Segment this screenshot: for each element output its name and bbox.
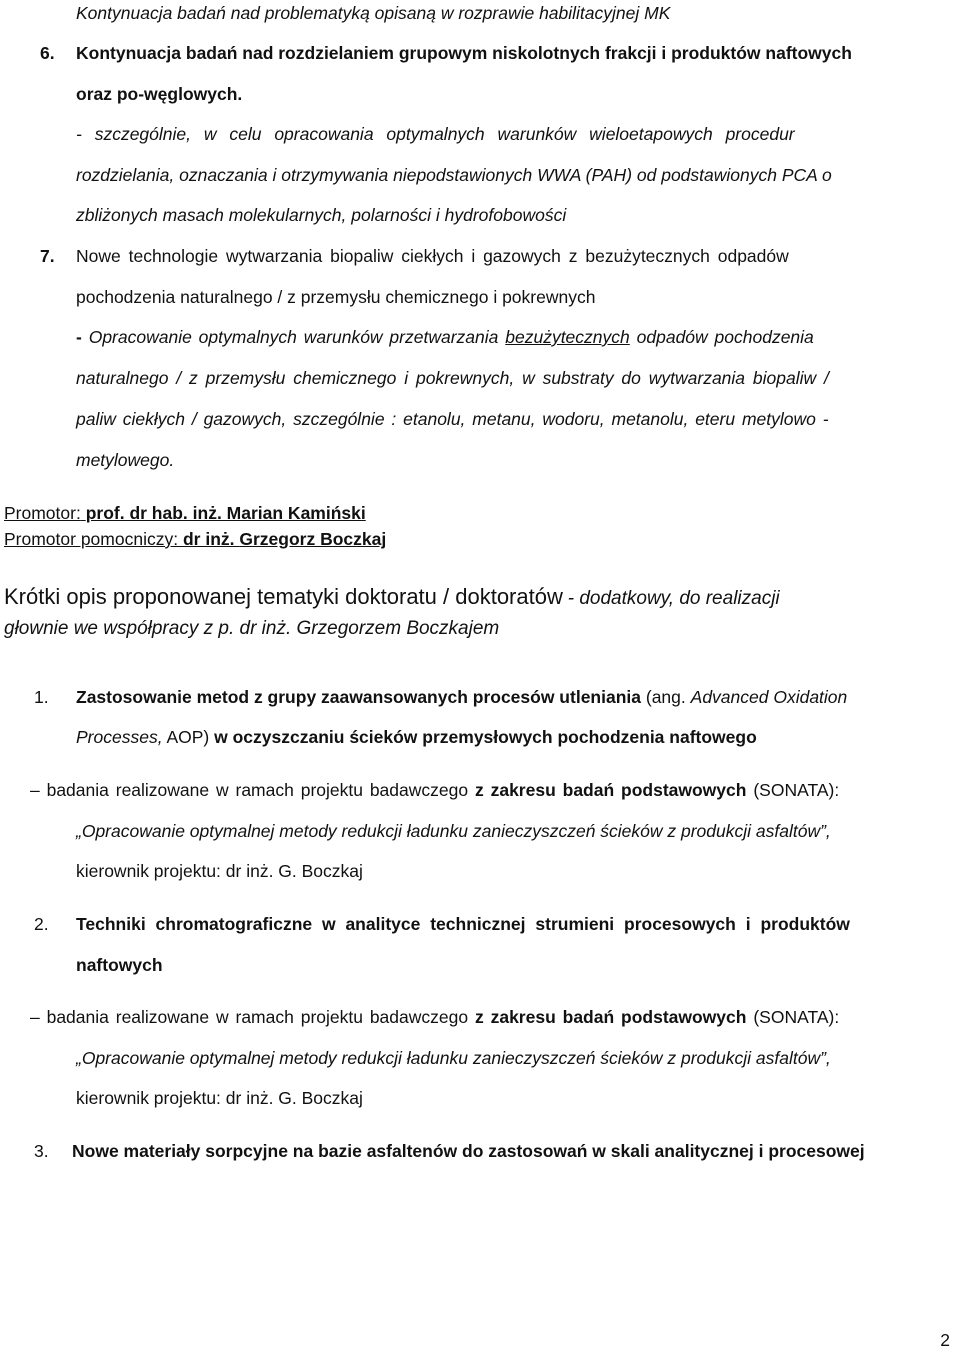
item7-detail-text1b: odpadów pochodzenia [636,327,814,347]
item7-title-line2: pochodzenia naturalnego / z przemysłu chemicznego i pokrewnych [76,287,596,307]
s1-title-italic: Advanced Oxidation [690,687,848,707]
s1-title-ang: (ang. [645,687,686,707]
s2-detail-b: z zakresu badań podstawowych [474,1007,747,1027]
s2-quote: „Opracowanie optymalnej metody redukcji ładunku zanieczyszczeń ścieków z produkcji asfaltów”, [76,1048,831,1068]
s2-title-line1: Techniki chromatograficzne w analityce technicznej strumieni procesowych i produktów [76,914,850,934]
s1-detail-line [30,779,839,801]
promotor-pom-name-b: Grzegorz Boczkaj [239,529,387,549]
section-title: Krótki opis proponowanej tematyki doktoratu / doktoratów [4,584,563,609]
item7-detail-line2: naturalnego / z przemysłu chemicznego i pokrewnych, w substraty do wytwarzania biopaliw / [76,368,829,388]
promotor-pom-label: Promotor pomocniczy: [4,529,179,549]
s1-leader: kierownik projektu: dr inż. G. Boczkaj [76,861,363,881]
s1-number: 1. [34,687,49,707]
s1-title-bold: Zastosowanie metod z grupy zaawansowanych procesów utleniania [76,687,641,707]
item6-detail-line3: zbliżonych masach molekularnych, polarności i hydrofobowości [76,205,567,225]
item7-detail-underlined: bezużytecznych [505,327,630,347]
s1-quote: „Opracowanie optymalnej metody redukcji ładunku zanieczyszczeń ścieków z produkcji asfaltów”, [76,821,831,841]
s1-title-line2 [76,726,757,748]
s1-title2-aop: AOP) [166,727,210,747]
s1-title2-bold: w oczyszczaniu ścieków przemysłowych pochodzenia naftowego [214,727,757,747]
item6-number: 6. [40,43,55,63]
item7-title-line1: Nowe technologie wytwarzania biopaliw ciekłych i gazowych z bezużytecznych odpadów [76,246,789,266]
s2-leader: kierownik projektu: dr inż. G. Boczkaj [76,1088,363,1108]
s2-title-line2: naftowych [76,955,163,975]
item7-detail-text1a: Opracowanie optymalnych warunków przetwarzania [88,327,499,347]
item6-detail-line2: rozdzielania, oznaczania i otrzymywania niepodstawionych WWA (PAH) od podstawionych PCA o [76,165,832,185]
item7-detail-line3: paliw ciekłych / gazowych, szczególnie : etanolu, metanu, wodoru, metanolu, eteru metylowo - [76,409,829,429]
page-number: 2 [940,1330,950,1350]
item6-detail-text1: - szczególnie, w celu opracowania optymalnych warunków wieloetapowych procedur [76,124,795,144]
item6-detail-line1 [76,123,954,145]
item7-detail-line1 [76,326,814,348]
item7-detail-dash: - [76,327,82,347]
section-subtitle-a: - dodatkowy, do realizacji [567,588,780,609]
top-line: Kontynuacja badań nad problematyką opisaną w rozprawie habilitacyjnej MK [76,3,671,23]
section-subtitle-b: głownie we współpracy z p. dr inż. Grzegorzem Boczkajem [4,618,500,639]
promotor-label: Promotor: [4,503,81,523]
s1-title2-italic: Processes, [76,727,163,747]
s2-detail-line [30,1006,839,1028]
s3-number: 3. [34,1141,49,1161]
item6-title-line2: oraz po-węglowych. [76,84,243,104]
s3-title: Nowe materiały sorpcyjne na bazie asfaltenów do zastosowań w skali analitycznej i procesowej [72,1141,865,1161]
promotor-name: prof. dr hab. inż. Marian Kamiński [85,503,366,523]
s1-title-line1 [76,686,847,708]
item7-number: 7. [40,246,55,266]
s2-number: 2. [34,914,49,934]
item6-title-line1: Kontynuacja badań nad rozdzielaniem grupowym niskolotnych frakcji i produktów naftowych [76,43,852,63]
s1-detail-a: – badania realizowane w ramach projektu badawczego [30,780,469,800]
s1-detail-c: (SONATA): [753,780,840,800]
item7-detail-line4: metylowego. [76,450,175,470]
s2-detail-c: (SONATA): [753,1007,840,1027]
s2-detail-a: – badania realizowane w ramach projektu badawczego [30,1007,469,1027]
section-heading-line1 [4,583,780,611]
s1-detail-b: z zakresu badań podstawowych [474,780,747,800]
promotor-pom-name-a: dr inż. [182,529,235,549]
promotor-line [4,502,366,524]
promotor-pom-line [4,528,386,550]
